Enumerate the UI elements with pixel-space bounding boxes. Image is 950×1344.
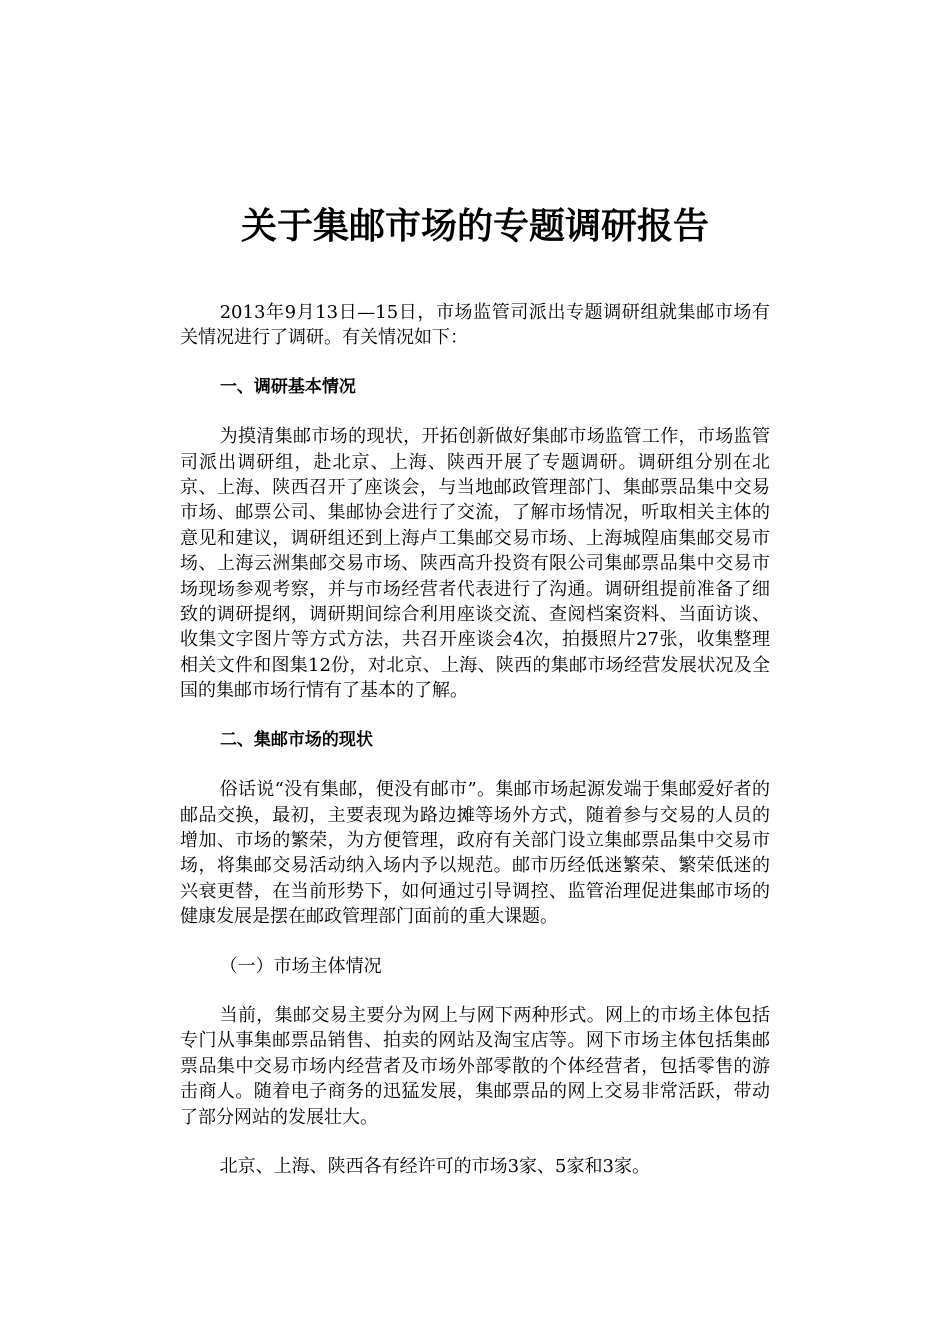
- subsection-1-paragraph-2: 北京、上海、陕西各有经许可的市场3家、5家和3家。: [219, 1155, 650, 1177]
- section-1-paragraph: 为摸清集邮市场的现状，开拓创新做好集邮市场监管工作，市场监管司派出调研组，赴北京、上海、陕西开展了专题调研。调研组分别在北京、上海、陕西召开了座谈会，与当地邮政管理部门、集邮票品集中交易市场、邮票公司、集邮协会进行了交流，了解市场情况，听取相关主体的意见和建议，调研组还到上海卢工集邮交易市场、上海城隍庙集邮交易市场、上海云洲集邮交易市场、陕西高升投资有限公司集邮票品集中交易市场现场参观考察，并与市场经营者代表进行了沟通。调研组提前准备了细致的调研提纲，调研期间综合利用座谈交流、查阅档案资料、当面访谈、收集文字图片等方式方法，共召开座谈会4次，拍摄照片27张，收集整理相关文件和图集12份，对北京、上海、陕西的集邮市场经营发展状况及全国的集邮市场行情有了基本的了解。: [180, 426, 770, 702]
- document-title: 关于集邮市场的专题调研报告: [240, 206, 709, 247]
- section-1-heading: 一、调研基本情况: [219, 376, 356, 397]
- spacer: [180, 400, 770, 424]
- spacer: [180, 1130, 770, 1154]
- intro-paragraph: 2013年9月13日—15日，市场监管司派出专题调研组就集邮市场有关情况进行了调研。有关情况如下：: [180, 302, 770, 349]
- spacer: [180, 351, 770, 375]
- spacer: [180, 753, 770, 777]
- section-2-heading: 二、集邮市场的现状: [219, 729, 373, 750]
- subsection-1-paragraph: 当前，集邮交易主要分为网上与网下两种形式。网上的市场主体包括专门从事集邮票品销售、拍卖的网站及淘宝店等。网下市场主体包括集邮票品集中交易市场内经营者及市场外部零散的个体经营者，包括零售的游击商人。随着电子商务的迅猛发展，集邮票品的网上交易非常活跃，带动了部分网站的发展壮大。: [180, 1004, 770, 1128]
- subsection-1-heading: （一）市场主体情况: [219, 955, 382, 977]
- document-body: [180, 300, 770, 1179]
- spacer: [180, 979, 770, 1003]
- section-2-paragraph: 俗话说“没有集邮，便没有邮市”。集邮市场起源发端于集邮爱好者的邮品交换，最初，主要表现为路边摊等场外方式，随着参与交易的人员的增加、市场的繁荣，为方便管理，政府有关部门设立集邮票品集中交易市场，将集邮交易活动纳入场内予以规范。邮市历经低迷繁荣、繁荣低迷的兴衰更替，在当前形势下，如何通过引导调控、监管治理促进集邮市场的健康发展是摆在邮政管理部门面前的重大课题。: [180, 779, 770, 928]
- spacer: [180, 930, 770, 954]
- spacer: [180, 704, 770, 728]
